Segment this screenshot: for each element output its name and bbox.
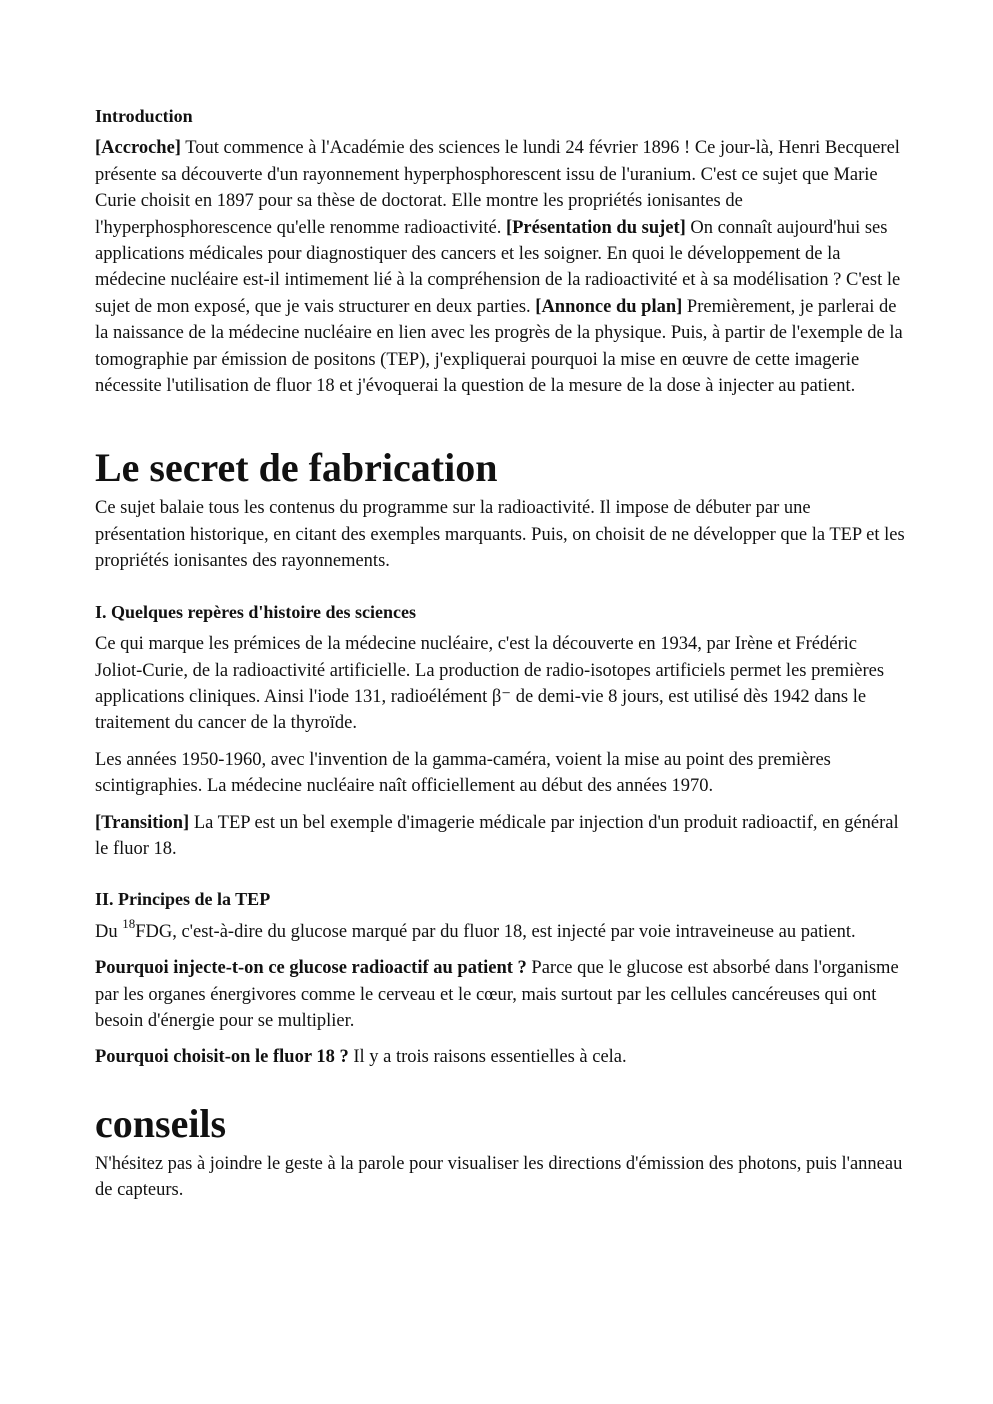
section2-question-1: [95, 955, 905, 1034]
tag-accroche: [Accroche]: [95, 138, 181, 159]
tag-transition: [Transition]: [95, 812, 190, 833]
answer-2-text: Il y a trois raisons essentielles à cela.: [348, 1047, 627, 1068]
section2-para-1: [95, 915, 905, 945]
intro-heading: Introduction: [95, 106, 193, 126]
spacer: [95, 409, 905, 445]
section1-para-3-text: La TEP est un bel exemple d'imagerie médicale par injection d'un produit radioactif, en général le fluor 18.: [95, 812, 899, 859]
document-page: [95, 103, 905, 1214]
section1-heading: I. Quelques repères d'histoire des sciences: [95, 601, 416, 622]
question-1-label: Pourquoi injecte-t-on ce glucose radioactif au patient ?: [95, 958, 527, 979]
secret-text: Ce sujet balaie tous les contenus du programme sur la radioactivité. Il impose de débuter par une présentation historique, en citant des exemples marquants. Puis, on choisit de ne développer que la TEP et les propriétés ionisantes des rayonnements.: [95, 498, 905, 572]
conseils-text: N'hésitez pas à joindre le geste à la parole pour visualiser les directions d'émission des photons, puis l'anneau de capteurs.: [95, 1153, 903, 1201]
secret-title: Le secret de fabrication: [95, 445, 498, 491]
intro-text-3: Premièrement, je parlerai de la naissance de la médecine nucléaire en lien avec les progrès de la physique. Puis, à partir de l'exemple de la tomographie par émission de positons (TEP), j'expliquerai pourquoi la mise en œuvre de cette imagerie nécessite l'utilisation de fluor 18 et j'évoquerai la question de la mesure de la dose à injecter au patient.: [95, 296, 903, 397]
section2-heading: II. Principes de la TEP: [95, 889, 271, 910]
intro-text-1: Tout commence à l'Académie des sciences le lundi 24 février 1896 ! Ce jour-là, Henri Becquerel présente sa découverte d'un rayonnement hyperphosphorescent issu de l'uranium. C'est ce sujet que Marie Curie choisit en 1897 pour sa thèse de doctorat. Elle montre les propriétés ionisantes de l'hyperphosphorescence qu'elle renomme radioactivité.: [95, 138, 900, 238]
section1-para-3: [95, 810, 905, 863]
spacer: [95, 585, 905, 599]
spacer: [95, 1081, 905, 1101]
spacer: [95, 872, 905, 886]
tag-presentation: [Présentation du sujet]: [505, 217, 686, 238]
conseils-title: conseils: [95, 1100, 227, 1146]
section1-para-2: Les années 1950-1960, avec l'invention de la gamma-caméra, voient la mise au point des premières scintigraphies. La médecine nucléaire naît officiellement au début des années 1970.: [95, 749, 831, 797]
isotope-superscript: 18: [122, 915, 136, 931]
section2-para-1-prefix: Du: [95, 921, 123, 942]
intro-text-2: On connaît aujourd'hui ses applications médicales pour diagnostiquer des cancers et les soigner. En quoi le développement de la médecine nucléaire est-il intimement lié à la compréhension de la radioactivité et à sa modélisation ? C'est le sujet de mon exposé, que je vais structurer en deux parties.: [95, 217, 901, 317]
question-2-label: Pourquoi choisit-on le fluor 18 ?: [95, 1047, 349, 1068]
tag-plan: [Annonce du plan]: [535, 296, 683, 317]
section1-para-1: Ce qui marque les prémices de la médecine nucléaire, c'est la découverte en 1934, par Irène et Frédéric Joliot-Curie, de la radioactivité artificielle. La production de radio-isotopes artificiels permet les premières applications cliniques. Ainsi l'iode 131, radioélément β⁻ de demi-vie 8 jours, est utilisé dès 1942 dans le traitement du cancer de la thyroïde.: [95, 634, 885, 734]
section2-para-1-text: FDG, c'est-à-dire du glucose marqué par du fluor 18, est injecté par voie intraveineuse au patient.: [135, 921, 856, 942]
section2-question-2: [95, 1044, 905, 1070]
intro-paragraph: [95, 135, 905, 399]
answer-1-text: Parce que le glucose est absorbé dans l'organisme par les organes énergivores comme le cerveau et le cœur, mais surtout par les cellules cancéreuses qui ont besoin d'énergie pour se multiplier.: [95, 958, 899, 1031]
